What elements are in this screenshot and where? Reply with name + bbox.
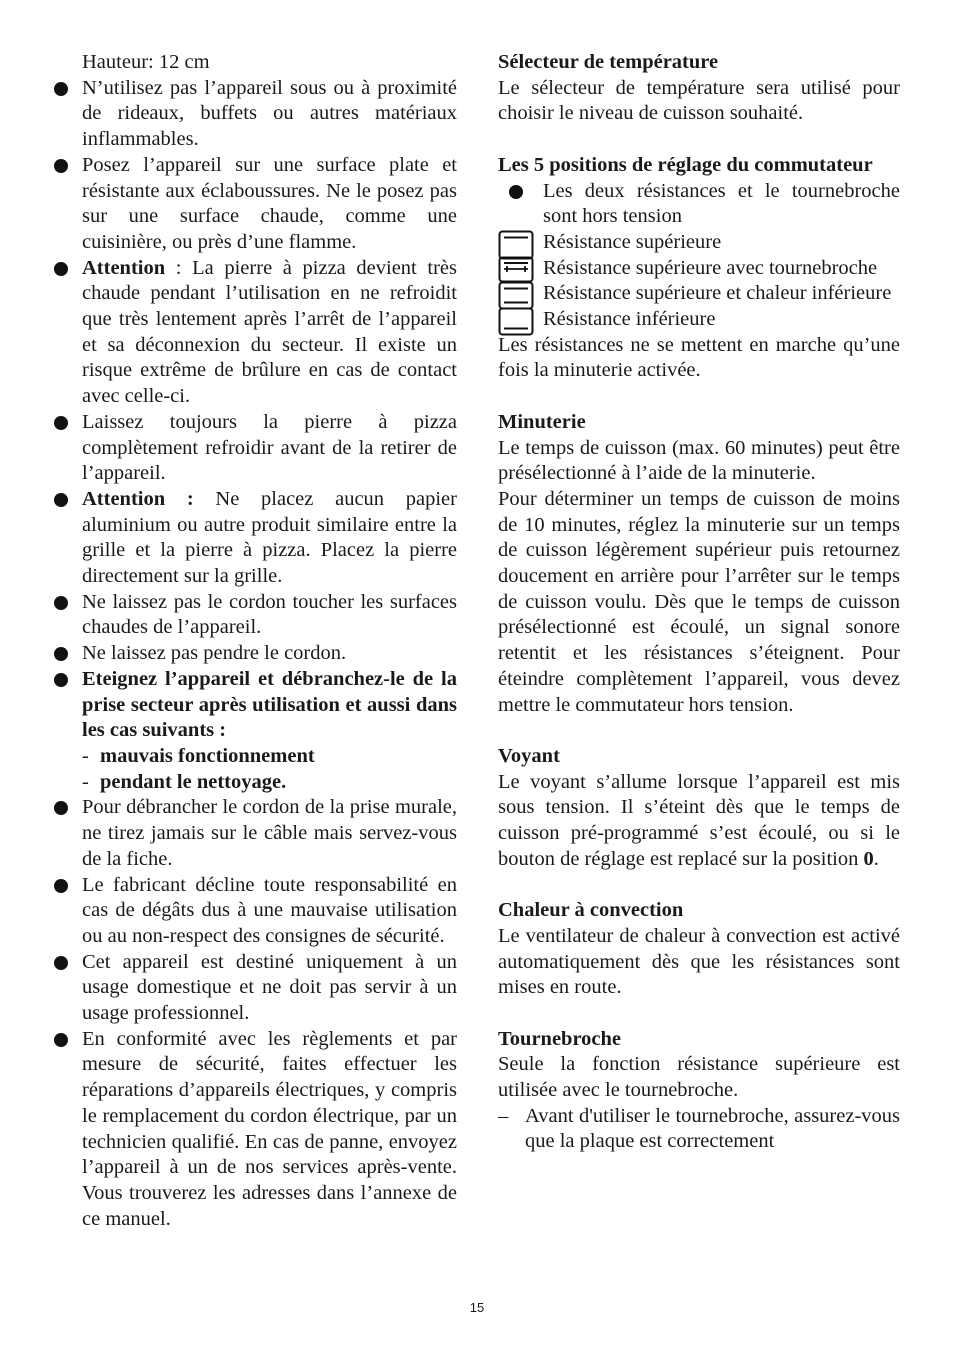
bullet-icon — [54, 596, 68, 610]
safety-item: En conformité avec les règlements et par mesure de sécurité, faites effectuer les réparations d’appareils électriques, y compris le remplacement du cordon électrique, par un technicien qualifié. En cas de panne, envoyez l’appareil à un de nos services après-vente. Vous trouverez les adresses dans l’annexe de ce manuel. — [54, 1027, 457, 1233]
bullet-icon — [54, 801, 68, 815]
indicator-light-text: Le voyant s’allume lorsque l’appareil est mis sous tension. Il s’éteint dès que le temps de cuisson pré-programmé s’est écoulé, ou si le bouton de réglage est replacé sur la position 0. — [498, 770, 900, 870]
safety-item: Pour débrancher le cordon de la prise murale, ne tirez jamais sur le câble mais servez-vous de la fiche. — [54, 795, 457, 872]
safety-item: Le fabricant décline toute responsabilité en cas de dégâts dus à une mauvaise utilisation ou au non-respect des consignes de sécurité. — [54, 873, 457, 950]
convection-text: Le ventilateur de chaleur à convection est activé automatiquement dès que les résistances sont mises en route. — [498, 924, 900, 999]
height-line: Hauteur: 12 cm — [82, 51, 210, 73]
position-off: Les deux résistances et le tournebroche sont hors tension — [498, 179, 900, 230]
position-top-heat: Résistance supérieure — [498, 230, 900, 256]
unplug-instruction: Eteignez l’appareil et débranchez-le de la prise secteur après utilisation et aussi dans les cas suivants : — [82, 667, 457, 742]
bullet-icon — [54, 159, 68, 173]
indicator-light-heading: Voyant — [498, 744, 560, 767]
safety-item: Posez l’appareil sur une surface plate et résistante aux éclaboussures. Ne le posez pas sur une surface chaude, comme une cuisinière, ou près d’une flamme. — [54, 153, 457, 256]
bullet-icon — [509, 185, 523, 199]
position-top-heat-rotisserie: Résistance supérieure avec tournebroche — [498, 256, 900, 282]
bullet-icon — [54, 1033, 68, 1047]
rotisserie-heading: Tournebroche — [498, 1027, 622, 1050]
bullet-icon — [54, 879, 68, 893]
timer-text: Le temps de cuisson (max. 60 minutes) peut être présélectionné à l’aide de la minuterie. — [498, 436, 900, 485]
rotisserie-text: Seule la fonction résistance supérieure est utilisée avec le tournebroche. — [498, 1053, 900, 1102]
bottom-heat-icon — [498, 307, 534, 337]
timer-heading: Minuterie — [498, 410, 586, 433]
temperature-selector-text: Le sélecteur de température sera utilisé pour choisir le niveau de cuisson souhaité. — [498, 76, 900, 125]
left-column — [54, 50, 457, 1232]
position-top-bottom-heat: Résistance supérieure et chaleur inférieure — [498, 281, 900, 307]
safety-item: Laissez toujours la pierre à pizza complètement refroidir avant de la retirer de l’appareil. — [54, 410, 457, 487]
bullet-icon — [54, 956, 68, 970]
sub-item: - mauvais fonctionnement — [82, 744, 315, 767]
bullet-icon — [54, 673, 68, 687]
right-column — [498, 50, 900, 1155]
bullet-icon — [54, 647, 68, 661]
safety-item: Attention : Ne placez aucun papier aluminium ou autre produit similaire entre la grille et la pierre à pizza. Placez la pierre directement sur la grille. — [54, 487, 457, 590]
warning-label: Attention — [82, 256, 166, 279]
positions-note: Les résistances ne se mettent en marche qu’une fois la minuterie activée. — [498, 333, 900, 382]
sub-item: - pendant le nettoyage. — [82, 770, 287, 793]
temperature-selector-heading: Sélecteur de température — [498, 51, 719, 73]
bullet-icon — [54, 262, 68, 276]
timer-text: Pour déterminer un temps de cuisson de moins de 10 minutes, réglez la minuterie sur un temps de cuisson légèrement supérieur puis retournez doucement en arrière pour l’arrêter sur le temps de cuisson voulu. Dès que le temps de cuisson présélectionné est écoulé, un signal sonore retentit et les résistances s’éteignent. Pour éteindre complètement l’appareil, vous devez mettre le commutateur hors tension. — [498, 487, 900, 716]
bullet-icon — [54, 493, 68, 507]
bullet-icon — [54, 82, 68, 96]
bullet-icon — [54, 416, 68, 430]
rotisserie-item: – Avant d'utiliser le tournebroche, assurez-vous que la plaque est correctement — [498, 1104, 900, 1153]
safety-item: Ne laissez pas pendre le cordon. — [54, 641, 457, 667]
convection-heading: Chaleur à convection — [498, 899, 684, 922]
safety-item: Ne laissez pas le cordon toucher les surfaces chaudes de l’appareil. — [54, 590, 457, 641]
safety-item: Cet appareil est destiné uniquement à un usage domestique et ne doit pas servir à un usage professionnel. — [54, 950, 457, 1027]
safety-item: N’utilisez pas l’appareil sous ou à proximité de rideaux, buffets ou autres matériaux inflammables. — [54, 76, 457, 153]
page-number: 15 — [469, 1300, 485, 1315]
safety-item: Attention : La pierre à pizza devient très chaude pendant l’utilisation en ne refroidit que très lentement après l’arrêt de l’appareil et sa déconnexion du secteur. Il existe un risque extrême de brûlure en cas de contact avec celle-ci. — [54, 256, 457, 410]
switch-positions-heading: Les 5 positions de réglage du commutateur — [498, 153, 873, 176]
position-bottom-heat: Résistance inférieure — [498, 307, 900, 333]
safety-item — [54, 667, 457, 744]
warning-label: Attention : — [82, 487, 194, 510]
